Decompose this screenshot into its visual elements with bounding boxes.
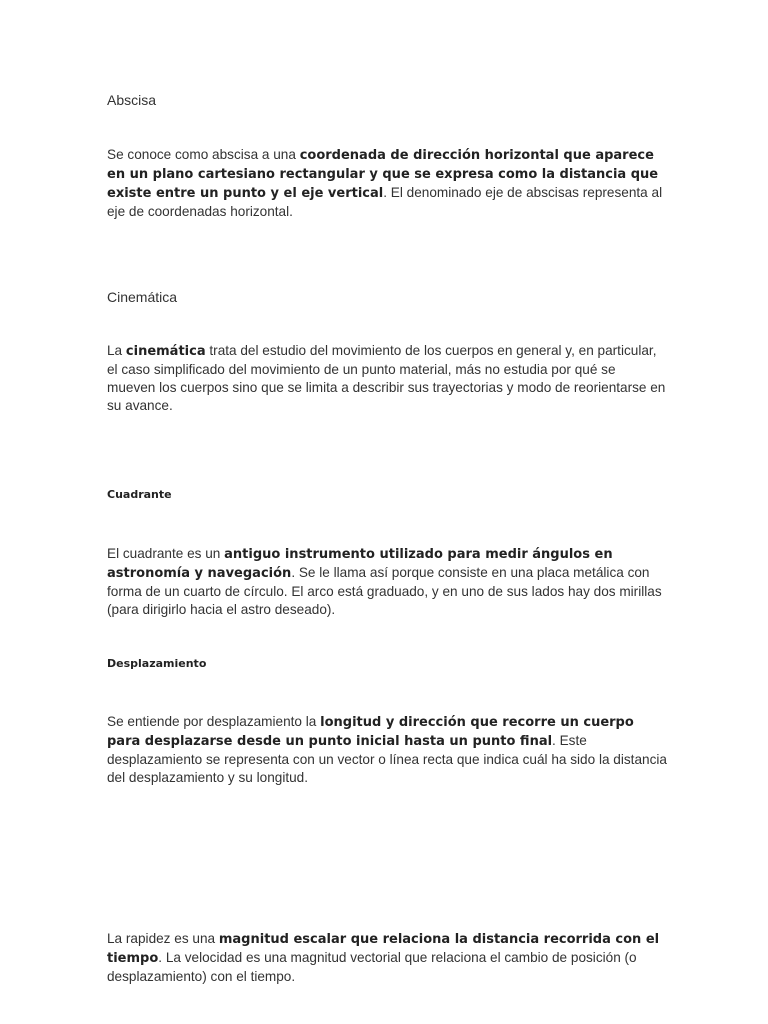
text-run: Se entiende por desplazamiento la — [107, 714, 321, 729]
bold-run: antiguo instrumento utilizado para medir ángulos en astronomía y navegación — [107, 547, 613, 581]
text-run: La — [107, 343, 126, 358]
heading-abscisa: Abscisa — [107, 92, 157, 108]
paragraph-desplazamiento — [107, 713, 667, 787]
text-run: trata del estudio del movimiento de los cuerpos en general y, en particular, el caso simplificado del movimiento de un punto material, más no estudia por qué se mueven los cuerpos sino que se limita a describir sus trayectorias y modo de reorientarse en su avance. — [107, 343, 666, 413]
bold-run: cinemática — [125, 344, 206, 359]
heading-desplazamiento: Desplazamiento — [107, 657, 207, 670]
text-run: . Se le llama así porque consiste en una placa metálica con forma de un cuarto de círculo. El arco está graduado, y en uno de sus lados hay dos mirillas (para dirigirlo hacia el astro deseado). — [107, 565, 662, 617]
bold-run: coordenada de dirección horizontal que aparece en un plano cartesiano rectangular y que se expresa como la distancia que existe entre un punto y el eje vertical — [107, 148, 659, 201]
text-run: . Este desplazamiento se representa con un vector o línea recta que indica cuál ha sido la distancia del desplazamiento y su longitud. — [107, 733, 667, 785]
text-run: Se conoce como abscisa a una — [107, 147, 300, 162]
heading-cinematica: Cinemática — [107, 289, 178, 305]
paragraph-cuadrante — [107, 545, 667, 619]
paragraph-rapidez — [107, 930, 667, 986]
text-run: La rapidez es una — [107, 931, 219, 946]
text-run: . La velocidad es una magnitud vectorial que relaciona el cambio de posición (o desplazamiento) con el tiempo. — [107, 950, 637, 984]
text-run: . El denominado eje de abscisas representa al eje de coordenadas horizontal. — [107, 185, 663, 219]
paragraph-cinematica — [107, 342, 667, 415]
heading-cuadrante: Cuadrante — [107, 488, 172, 501]
bold-run: longitud y dirección que recorre un cuerpo para desplazarse desde un punto inicial hasta un punto final — [107, 715, 634, 749]
paragraph-abscisa — [107, 146, 667, 221]
text-run: El cuadrante es un — [107, 546, 225, 561]
bold-run: magnitud escalar que relaciona la distancia recorrida con el tiempo — [107, 932, 660, 966]
